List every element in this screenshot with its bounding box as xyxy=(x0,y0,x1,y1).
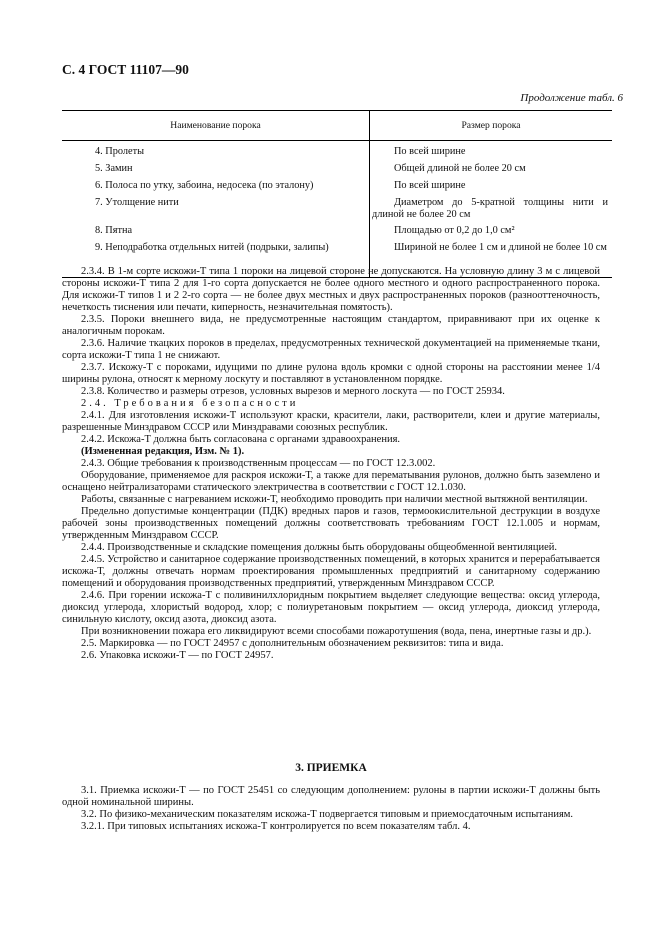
paragraph-2-4-5: 2.4.5. Устройство и санитарное содержание производственных помещений, в которых хранится и перерабатывается искожа-Т, должны отвечать нормам проектирования промышленных предприятий и санитарному содержанию помещений и оборудования производственных предприятий, утвержденным Минздравом СССР. xyxy=(62,554,600,589)
table-row-name: 8. Пятна xyxy=(95,225,133,236)
table-header-row xyxy=(62,110,612,141)
paragraph-2-4-3-c: Работы, связанные с нагреванием искожи-Т, необходимо проводить при наличии местной вытяжной вентиляции. xyxy=(81,494,588,505)
paragraph-2-3-6: 2.3.6. Наличие ткацких пороков в пределах, предусмотренных технической документацией на применяемые ткани, сорта искожи-Т типа 1 не снижают. xyxy=(62,338,600,361)
paragraph-2-4-1: 2.4.1. Для изготовления искожи-Т используют краски, красители, лаки, растворители, клеи и другие материалы, разрешенные Минздравом СССР или Минздравами союзных республик. xyxy=(62,410,600,433)
paragraph-3-2: 3.2. По физико-механическим показателям искожа-Т подвергается типовым и приемосдаточным испытаниям. xyxy=(81,809,574,820)
paragraph-2-4-2: 2.4.2. Искожа-Т должна быть согласована с органами здравоохранения. xyxy=(81,434,401,445)
paragraph-2-3-4: 2.3.4. В 1-м сорте искожи-Т типа 1 пороки на лицевой стороне не допускаются. На условную длину 3 м с лицевой стороны искожи-Т типа 2 для 1-го сорта допускается не более одного местного и одного распространенного порока. Для искожи-Т типов 1 и 2 2-го сорта — не более двух местных и двух распространенных пороков (разнооттеночность, нечеткость тиснения или печати, киперность, незначительная помятость). xyxy=(62,266,600,313)
table-row-size: По всей ширине xyxy=(394,180,466,191)
table-row-size: По всей ширине xyxy=(394,146,466,157)
paragraph-2-4-3: 2.4.3. Общие требования к производственным процессам — по ГОСТ 12.3.002. xyxy=(81,458,436,469)
column-header-defect-size: Размер порока xyxy=(461,120,521,131)
table-row-name: 4. Пролеты xyxy=(95,146,145,157)
section-title-acceptance: 3. ПРИЕМКА xyxy=(295,762,367,774)
paragraph-2-3-8: 2.3.8. Количество и размеры отрезов, условных вырезов и мерного лоскута — по ГОСТ 25934. xyxy=(81,386,505,397)
table-continuation-label: Продолжение табл. 6 xyxy=(520,92,623,104)
page-header: С. 4 ГОСТ 11107—90 xyxy=(62,62,189,77)
table-row-name: 7. Утолщение нити xyxy=(95,197,179,208)
paragraph-2-3-7 xyxy=(62,362,600,386)
paragraph-2-3-5: 2.3.5. Пороки внешнего вида, не предусмотренные настоящим стандартом, приравнивают при их оценке к аналогичным порокам. xyxy=(62,314,600,337)
body-text-section-3 xyxy=(62,785,600,833)
paragraph-2-4-heading xyxy=(62,398,600,410)
paragraph-2-4-3-b: Оборудование, применяемое для раскроя искожи-Т, а также для перематывания рулонов, должно быть заземлено и оснащено нейтрализаторами статического электричества в соответствии с ГОСТ 12.1.030. xyxy=(62,470,600,493)
table-row-size: Диаметром до 5-кратной толщины нити и длиной не более 20 см xyxy=(372,197,608,220)
table-row-size: Шириной не более 1 см и длиной не более 10 см xyxy=(394,242,607,253)
paragraph-3-1: 3.1. Приемка искожи-Т — по ГОСТ 25451 со следующим дополнением: рулоны в партии искожи-Т должны быть одной номинальной ширины. xyxy=(62,785,600,808)
table-row-name: 5. Замин xyxy=(95,163,133,174)
paragraph-2-4-6-b: При возникновении пожара его ликвидируют всеми способами пожаротушения (вода, пена, инертные газы и др.). xyxy=(81,626,592,637)
table-row-name: 9. Неподработка отдельных нитей (подрыки, залипы) xyxy=(95,242,329,253)
paragraph-2-6: 2.6. Упаковка искожи-Т — по ГОСТ 24957. xyxy=(81,650,274,661)
paragraph-3-2-1: 3.2.1. При типовых испытаниях искожа-Т контролируется по всем показателям табл. 4. xyxy=(81,821,471,832)
paragraph-2-3-7-part-a: 2.3.7. Искожу-Т с пороками, идущими по длине рулона вдоль кромки с одной стороны на расстоянии менее xyxy=(81,362,583,373)
paragraph-2-4-4: 2.4.4. Производственные и складские помещения должны быть оборудованы общеобменной вентиляцией. xyxy=(81,542,558,553)
fraction: 1/4 xyxy=(586,362,601,373)
defects-table xyxy=(62,110,612,278)
body-text xyxy=(62,266,600,662)
paragraph-2-4-3-d: Предельно допустимые концентрации (ПДК) вредных паров и газов, термоокислительной деструкции в воздухе рабочей зоны производственных помещений должны соответствовать требованиям ГОСТ 12.1.005 и нормам, утвержденным Минздравом СССР. xyxy=(62,506,600,541)
safety-heading: 2.4. Требования безопасности xyxy=(81,398,299,409)
table-row-name: 6. Полоса по утку, забоина, недосека (по эталону) xyxy=(95,180,314,191)
paragraph-2-5: 2.5. Маркировка — по ГОСТ 24957 с дополнительным обозначением реквизитов: типа и вида. xyxy=(81,638,504,649)
table-row-size: Площадью от 0,2 до 1,0 см² xyxy=(394,225,515,236)
column-header-defect-name: Наименование порока xyxy=(62,111,370,140)
table-row-size: Общей длиной не более 20 см xyxy=(394,163,526,174)
paragraph-2-4-6: 2.4.6. При горении искожа-Т с поливинилхлоридным покрытием выделяет следующие вещества: оксид углерода, диоксид углерода, хлористый водород, хлор; с полиуретановым покрытием — оксид углерода, диоксид углерода, синильную кислоту, оксид азота, диоксид азота. xyxy=(62,590,600,625)
amendment-note: (Измененная редакция, Изм. № 1). xyxy=(81,446,245,457)
paragraph-2-3-7-part-b: ширины рулона, относят к мерному лоскуту и поставляют в установленном порядке. xyxy=(62,374,443,385)
table-body xyxy=(62,141,612,278)
